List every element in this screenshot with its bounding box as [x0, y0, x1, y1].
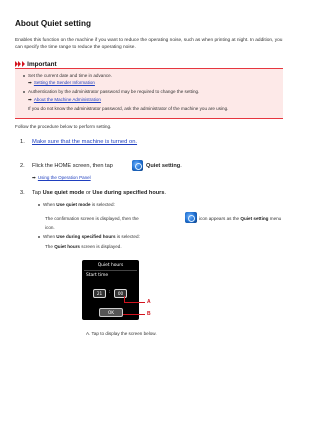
quiet-hours-screen [82, 260, 139, 320]
step-2-link-row [32, 175, 91, 181]
step-2-tail: Quiet setting. [146, 163, 182, 169]
bullet-1-detail-line2: icon. [45, 225, 55, 230]
important-item: Authentication by the administrator password may be required to change the setting. [23, 89, 199, 94]
arrow-right-icon: ➡ [32, 175, 36, 180]
step-2: 2. Flick the HOME screen, then tap [20, 163, 113, 169]
bullet-use-quiet-mode: When Use quiet mode is selected: [38, 202, 115, 207]
important-label: Important [27, 60, 57, 68]
legend-a: A. Tap to display the screen below. [86, 331, 157, 336]
bullet-2-detail: The Quiet hours screen is displayed. [45, 244, 122, 249]
machine-administration-link[interactable]: About the Machine Administration [33, 97, 101, 102]
ok-button[interactable]: OK [99, 308, 123, 317]
arrow-right-icon: ➡ [28, 80, 32, 85]
page-title: About Quiet setting [15, 19, 91, 28]
bullet-1-detail: The confirmation screen is displayed, then the [45, 216, 139, 221]
lcd-title: Quiet hours [97, 263, 124, 268]
callout-b-line [123, 314, 145, 315]
bullet-1-detail-tail: icon appears as the Quiet setting menu [199, 216, 282, 221]
minute-field[interactable]: 00 [114, 289, 127, 298]
setting-sender-information-link[interactable]: Setting the Sender Information [33, 80, 95, 85]
callout-a-tick [124, 296, 125, 303]
follow-text: Follow the procedure below to perform setting. [15, 124, 112, 129]
important-arrows-icon [15, 61, 25, 67]
quiet-setting-icon [132, 160, 143, 171]
callout-b-label: B [147, 311, 151, 317]
bullet-icon [23, 75, 25, 77]
bullet-icon [38, 204, 40, 206]
step-1: 1. Make sure that the machine is turned on. [20, 139, 138, 145]
bullet-use-during-specified-hours: When Use during specified hours is selected: [38, 234, 140, 239]
lcd-divider [84, 270, 137, 271]
step-3: 3. Tap Use quiet mode or Use during specified hours. [20, 190, 167, 196]
start-time-label: Start time [86, 273, 109, 278]
important-item: Set the current date and time in advance. [23, 73, 112, 78]
callout-a-line [124, 302, 145, 303]
bullet-icon [23, 91, 25, 93]
callout-a-label: A [147, 299, 151, 305]
important-link-row [28, 80, 95, 86]
bullet-icon [38, 236, 40, 238]
important-link-row [28, 97, 101, 103]
important-note: If you do not know the administrator password, ask the administrator of the machine you are using. [28, 106, 229, 111]
quiet-setting-menu-icon [185, 212, 197, 223]
important-box [15, 68, 283, 119]
operation-panel-link[interactable]: Using the Operation Panel [37, 175, 91, 180]
intro-paragraph: Enables this function on the machine if you want to reduce the operating noise, such as when printing at night. In addition, you can specify the time range to reduce the operating noise. [15, 38, 283, 50]
hour-field[interactable]: 21 [93, 289, 106, 298]
time-colon: : [109, 290, 111, 295]
machine-turned-on-link[interactable]: Make sure that the machine is turned on. [32, 139, 138, 145]
arrow-right-icon: ➡ [28, 97, 32, 102]
